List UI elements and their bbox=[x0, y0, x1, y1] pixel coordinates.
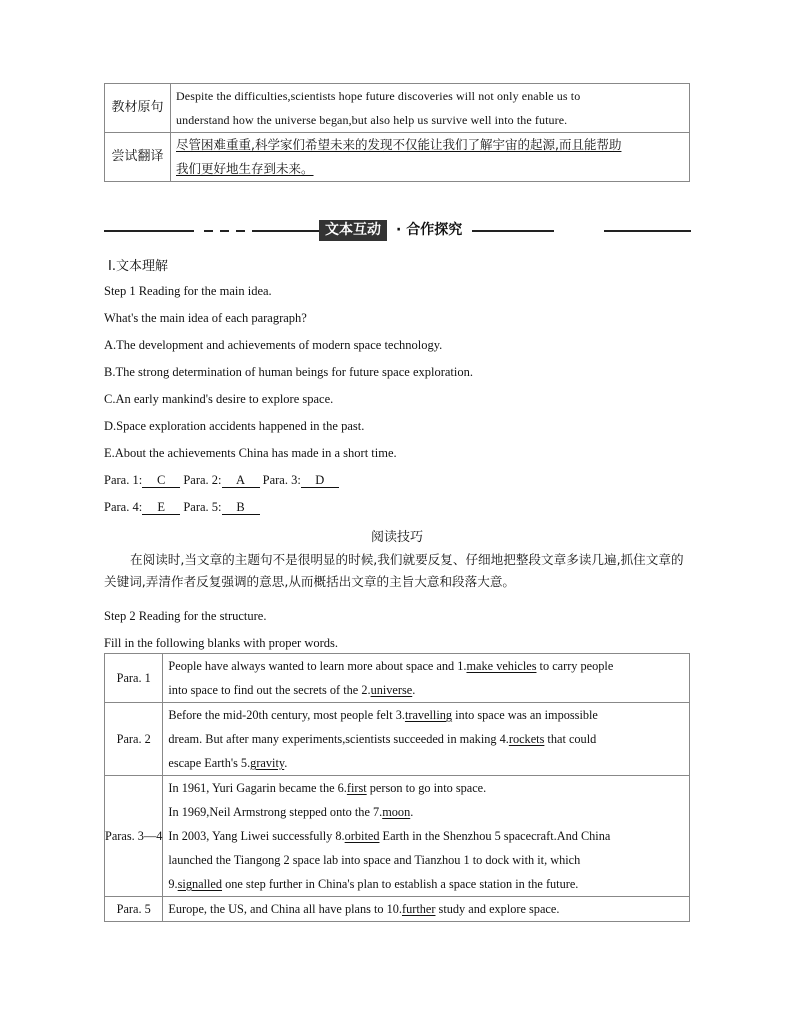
answer-blank: A bbox=[222, 473, 260, 488]
table-row bbox=[105, 703, 690, 776]
original-sentence: Despite the difficulties,scientists hope future discoveries will not only enable us to understand how the universe began,but also help us survive well into the future. bbox=[171, 84, 690, 133]
question-text: What's the main idea of each paragraph? bbox=[104, 311, 307, 325]
tip-title: 阅读技巧 bbox=[370, 530, 423, 545]
filled-blank: orbited bbox=[344, 829, 380, 843]
section-heading: Ⅰ.文本理解 bbox=[108, 259, 168, 274]
filled-blank: make vehicles bbox=[466, 659, 537, 673]
banner-dash bbox=[236, 230, 245, 232]
filled-blank: travelling bbox=[404, 708, 453, 722]
banner-dash bbox=[220, 230, 229, 232]
tip-text: 在阅读时,当文章的主题句不是很明显的时候,我们就要反复、仔细地把整段文章多读几遍,抓住文章的关键词,弄清作者反复强调的意思,从而概括出文章的主旨大意和段落大意。 bbox=[104, 552, 684, 589]
option-a: A.The development and achievements of modern space technology. bbox=[104, 338, 443, 352]
answer-blank: C bbox=[142, 473, 180, 488]
filled-blank: signalled bbox=[177, 877, 223, 891]
filled-blank: rockets bbox=[508, 732, 545, 746]
banner-tag: 文本互动 bbox=[319, 220, 387, 241]
para-label: Para. 5 bbox=[105, 897, 163, 922]
sentence-translation-table bbox=[104, 83, 690, 182]
step1-title: Step 1 Reading for the main idea. bbox=[104, 284, 272, 298]
banner-rule bbox=[472, 230, 554, 232]
translation-text: 尽管困难重重,科学家们希望未来的发现不仅能让我们了解宇宙的起源,而且能帮助 我们更好地生存到未来。 bbox=[171, 133, 690, 182]
para-summary: People have always wanted to learn more about space and 1.make vehicles to carry people into space to find out the secrets of the 2.universe. bbox=[163, 654, 690, 703]
option-d: D.Space exploration accidents happened in the past. bbox=[104, 419, 365, 433]
answer-line-1: Para. 1: C Para. 2: A Para. 3: D bbox=[104, 472, 339, 488]
table-row bbox=[105, 776, 690, 897]
answer-blank: D bbox=[301, 473, 339, 488]
banner-dash bbox=[204, 230, 213, 232]
option-c: C.An early mankind's desire to explore space. bbox=[104, 392, 334, 406]
banner-rule bbox=[604, 230, 691, 232]
banner-rule bbox=[252, 230, 319, 232]
step2-title: Step 2 Reading for the structure. bbox=[104, 609, 267, 623]
table-row bbox=[105, 897, 690, 922]
table-row bbox=[105, 133, 690, 182]
table-row bbox=[105, 654, 690, 703]
para-label: Para. 2 bbox=[105, 703, 163, 776]
para-summary: In 1961, Yuri Gagarin became the 6.first person to go into space. In 1969,Neil Armstrong stepped onto the 7.moon. In 2003, Yang Liwei successfully 8.orbited Earth in the Shenzhou 5 spacecraft.And China launched the Tiangong 2 space lab into space and Tianzhou 1 to dock with it, which 9.signalled one step further in China's plan to establish a space station in the future. bbox=[163, 776, 690, 897]
structure-table bbox=[104, 653, 690, 922]
step2-instruction: Fill in the following blanks with proper words. bbox=[104, 636, 339, 650]
para-summary: Before the mid-20th century, most people felt 3.travelling into space was an impossible dream. But after many experiments,scientists succeeded in making 4.rockets that could escape Earth's 5.gravity. bbox=[163, 703, 690, 776]
option-b: B.The strong determination of human beings for future space exploration. bbox=[104, 365, 473, 379]
section-banner bbox=[104, 219, 691, 243]
filled-blank: moon bbox=[382, 805, 411, 819]
para-label: Para. 1 bbox=[105, 654, 163, 703]
original-sentence-label: 教材原句 bbox=[105, 84, 171, 133]
para-label: Paras. 3—4 bbox=[105, 776, 163, 897]
filled-blank: further bbox=[401, 902, 436, 916]
translation-label: 尝试翻译 bbox=[105, 133, 171, 182]
option-e: E.About the achievements China has made in a short time. bbox=[104, 446, 397, 460]
answer-blank: E bbox=[142, 500, 180, 515]
banner-subtitle: · 合作探究 bbox=[396, 222, 463, 238]
filled-blank: first bbox=[346, 781, 367, 795]
filled-blank: universe bbox=[370, 683, 413, 697]
para-summary: Europe, the US, and China all have plans to 10.further study and explore space. bbox=[163, 897, 690, 922]
answer-line-2: Para. 4: E Para. 5: B bbox=[104, 499, 260, 515]
table-row bbox=[105, 84, 690, 133]
filled-blank: gravity bbox=[250, 756, 285, 770]
banner-rule bbox=[104, 230, 194, 232]
answer-blank: B bbox=[222, 500, 260, 515]
